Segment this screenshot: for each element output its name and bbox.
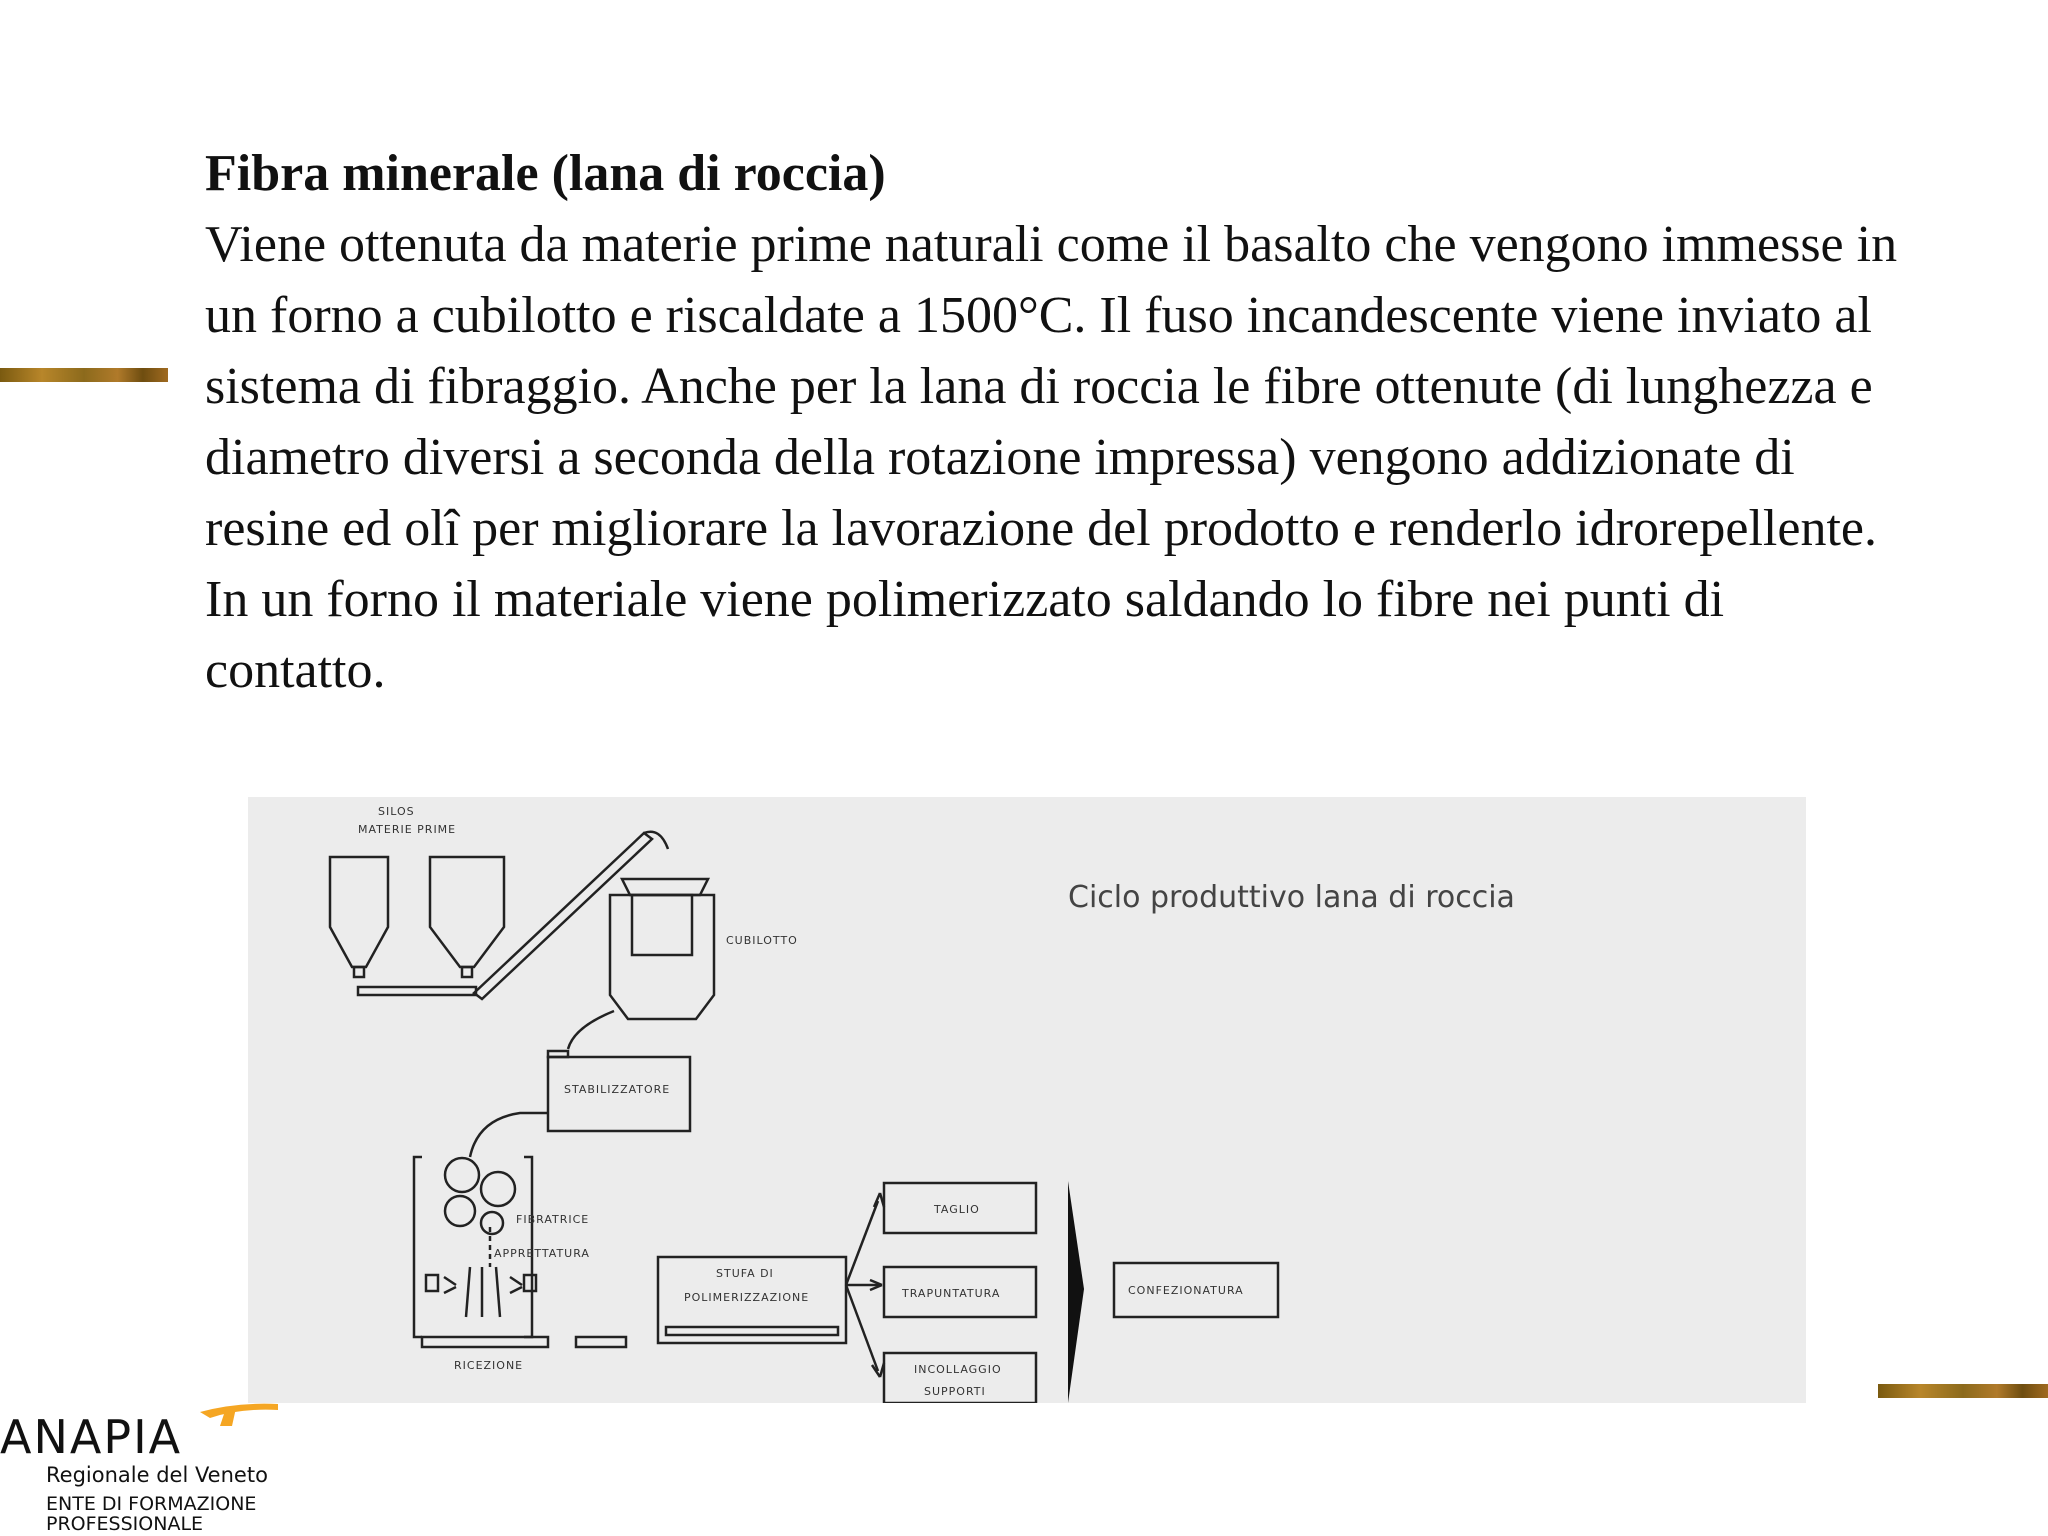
label-trapuntatura: TRAPUNTATURA [902,1287,1001,1300]
diagram-title: Ciclo produttivo lana di roccia [1068,880,1515,915]
fiber-curtain [466,1267,500,1317]
merge-arrow [1068,1181,1084,1403]
stabilizzatore-pipe [470,1113,548,1157]
slide-text [205,138,1905,706]
stufa-belt [666,1327,838,1335]
label-fibratrice: FIBRATRICE [516,1213,590,1226]
ricezione-belt [422,1337,548,1347]
branch-to-taglio [846,1201,878,1285]
label-confezionatura: CONFEZIONATURA [1128,1284,1244,1297]
slide-title: Fibra minerale (lana di roccia) [205,145,886,202]
spray-jet-left [444,1277,456,1293]
silo-belt [358,987,476,995]
label-incollaggio-2: SUPPORTI [924,1385,986,1398]
label-stabilizzatore: STABILIZZATORE [564,1083,671,1096]
label-taglio: TAGLIO [934,1203,980,1216]
logo-tagline: ENTE DI FORMAZIONE PROFESSIONALE [46,1493,257,1535]
spray-nozzle-right [524,1275,536,1291]
fibratrice-roller-1 [445,1158,479,1192]
logo-brand: ANAPIA [0,1410,183,1464]
fibratrice-roller-3 [445,1196,475,1226]
label-cubilotto: CUBILOTTO [726,934,798,947]
arrow-taglio [874,1193,884,1207]
cubilotto-inner [632,895,692,955]
label-incollaggio-1: INCOLLAGGIO [914,1363,1002,1376]
label-apprettatura: APPRETTATURA [494,1247,590,1260]
body-paragraph-2: In un forno il materiale viene polimerizzato saldando lo fibre nei punti di contatto. [205,571,1725,699]
cubilotto-hopper [622,879,708,895]
decorative-bar-left [0,368,168,382]
label-stufa-2: POLIMERIZZAZIONE [684,1291,810,1304]
branch-to-incollaggio [846,1285,878,1371]
silo-2 [430,857,504,967]
body-paragraph-1: Viene ottenuta da materie prime naturali come il basalto che vengono immesse in un forno a cubilotto e riscaldate a 1500°C. Il fuso incandescente viene inviato al sistema di fibraggio. Anche per la lana di roccia le fibre ottenute (di lunghezza e diametro diversi a seconda della rotazione impressa) vengono addizionate di resine ed olî per migliorare la lavorazione del prodotto e renderlo idrorepellente. [205,216,1898,557]
diagram-svg [248,797,1806,1403]
fibratrice-roller-4 [481,1212,503,1234]
silo-2-outlet [462,967,472,977]
spray-nozzle-left [426,1275,438,1291]
label-stufa-1: STUFA DI [716,1267,774,1280]
fibratrice-roller-2 [481,1172,515,1206]
silo-1 [330,857,388,967]
label-ricezione: RICEZIONE [454,1359,524,1372]
production-cycle-diagram [248,797,1806,1403]
transfer-belt [576,1337,626,1347]
silo-1-outlet [354,967,364,977]
label-materie-prime: MATERIE PRIME [358,823,457,836]
logo-swoosh-icon [196,1400,282,1426]
melt-flow [568,1011,614,1049]
cubilotto-body [610,895,714,1019]
anapia-logo [0,1400,300,1536]
decorative-bar-right [1878,1384,2048,1398]
logo-region: Regionale del Veneto [46,1463,268,1487]
fibratrice-bracket-left [414,1157,422,1337]
spray-jet-right [510,1277,522,1293]
label-silos: SILOS [378,805,415,818]
